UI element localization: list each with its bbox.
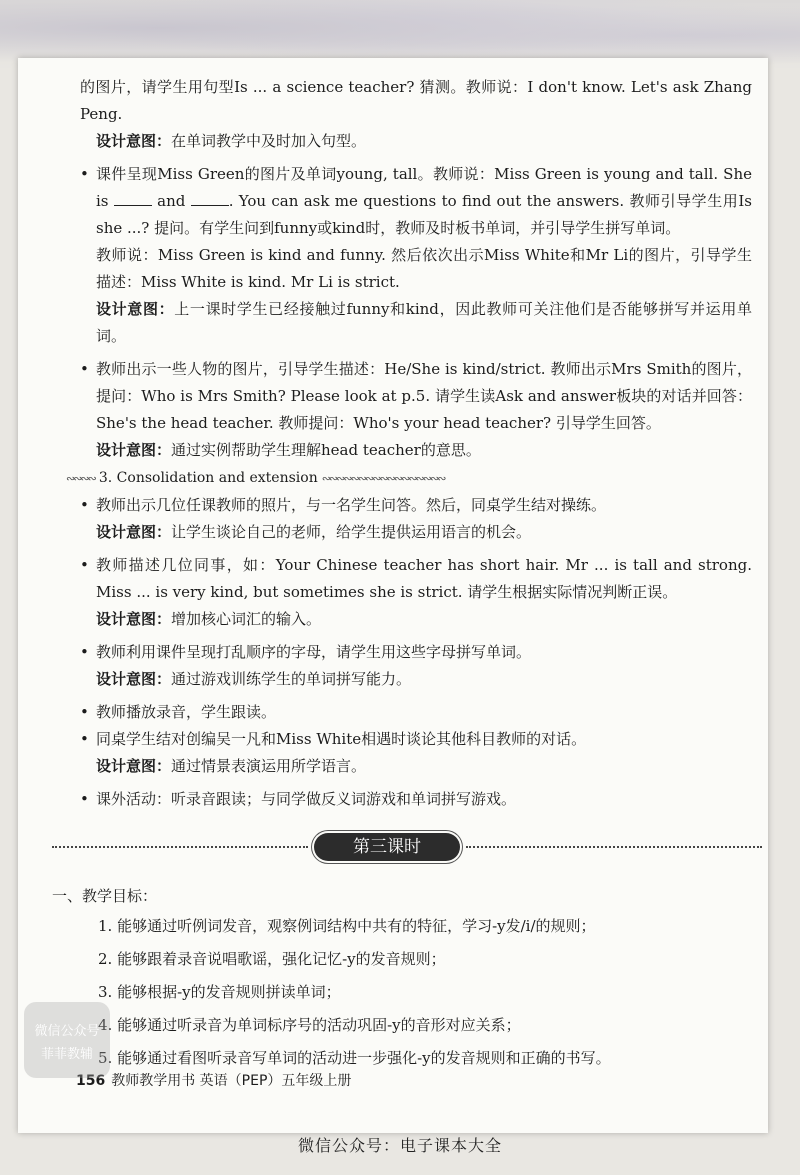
bullet-item xyxy=(80,492,752,519)
blank-line xyxy=(114,193,152,206)
bullet-text-b: and xyxy=(157,192,186,210)
bullet-dot-icon: • xyxy=(80,643,89,661)
bullet-text: 教师播放录音，学生跟读。 xyxy=(96,703,277,721)
design-text: 增加核心词汇的输入。 xyxy=(171,610,322,628)
design-label: 设计意图： xyxy=(96,610,172,628)
bullet-text: 课外活动：听录音跟读；与同学做反义词游戏和单词拼写游戏。 xyxy=(96,790,517,808)
lesson-divider xyxy=(52,831,762,863)
wave-decoration-icon: ∾∾∾∾ xyxy=(66,471,95,485)
section-heading xyxy=(66,470,752,486)
bullet-text: 教师出示几位任课教师的照片，与一名学生问答。然后，同桌学生结对操练。 xyxy=(96,496,607,514)
design-text: 在单词教学中及时加入句型。 xyxy=(171,132,367,150)
bottom-caption: 微信公众号：电子课本大全 xyxy=(297,1136,502,1155)
book-title: 教师教学用书 英语（PEP）五年级上册 xyxy=(111,1073,352,1089)
design-intent xyxy=(80,666,752,693)
lesson-title-badge: 第三课时 xyxy=(314,833,460,861)
design-text: 通过情景表演运用所学语言。 xyxy=(171,757,367,775)
goals-heading: 一、教学目标： xyxy=(52,887,158,905)
goal-item: 3. 能够根据-y的发音规则拼读单词； xyxy=(98,983,341,1001)
bullet-dot-icon: • xyxy=(80,790,89,808)
bullet-text: 教师出示一些人物的图片，引导学生描述：He/She is kind/strict. 教师出示Mrs Smith的图片，提问：Who is Mrs Smith? Please look at p.5. 请学生读Ask and answer板块的对话并回答：She's the head teacher. 教师提问：Who's your head teacher? 引导学生回答。 xyxy=(96,360,752,432)
bullet-item xyxy=(80,161,752,242)
bullet-item xyxy=(80,639,752,666)
design-label: 设计意图： xyxy=(96,757,172,775)
bullet-dot-icon: • xyxy=(80,730,89,748)
bullet-item xyxy=(80,356,752,437)
design-intent xyxy=(80,753,752,780)
bullet-text-c: . You can ask me questions to find out the answers. 教师引导学生用Is she ...? 提问。有学生问到funny或kind时，教师及时板书单词，并引导学生拼写单词。 xyxy=(96,192,752,237)
goal-item: 4. 能够通过听录音为单词标序号的活动巩固-y的音形对应关系； xyxy=(98,1016,521,1034)
bullet-item xyxy=(80,699,752,726)
bullet-text: 同桌学生结对创编吴一凡和Miss White相遇时谈论其他科目教师的对话。 xyxy=(96,730,587,748)
design-intent xyxy=(80,437,752,464)
page-number: 156 xyxy=(76,1073,106,1089)
design-label: 设计意图： xyxy=(96,132,172,150)
design-label: 设计意图： xyxy=(96,441,172,459)
page-footer xyxy=(76,1070,351,1090)
design-intent xyxy=(80,606,752,633)
goal-item: 5. 能够通过看图听录音写单词的活动进一步强化-y的发音规则和正确的书写。 xyxy=(98,1049,611,1067)
design-text: 通过游戏训练学生的单词拼写能力。 xyxy=(171,670,412,688)
bullet-text: 教师描述几位同事，如：Your Chinese teacher has short hair. Mr ... is tall and strong. Miss ... is very kind, but sometimes she is strict. 请学生根据实际情况判断正误。 xyxy=(96,556,752,601)
design-text: 上一课时学生已经接触过funny和kind，因此教师可关注他们是否能够拼写并运用单词。 xyxy=(96,300,752,345)
bullet-item xyxy=(80,552,752,606)
dotted-rule xyxy=(52,846,308,848)
goal-item: 2. 能够跟着录音说唱歌谣，强化记忆-y的发音规则； xyxy=(98,950,446,968)
bullet-dot-icon: • xyxy=(80,165,89,183)
bullet-dot-icon: • xyxy=(80,360,89,378)
watermark-logo xyxy=(24,1002,110,1078)
bullet-dot-icon: • xyxy=(80,496,89,514)
watermark-line-1: 微信公众号 xyxy=(34,1024,100,1039)
book-page xyxy=(18,58,768,1133)
design-intent xyxy=(80,296,752,350)
bullet-text-a: 课件呈现Miss Green的图片及单词young, tall。教师说：Miss Green is young and tall. She is xyxy=(96,165,752,210)
section-heading-text: 3. Consolidation and extension xyxy=(98,470,318,486)
design-text: 让学生谈论自己的老师，给学生提供运用语言的机会。 xyxy=(171,523,532,541)
design-label: 设计意图： xyxy=(96,670,172,688)
bullet-item xyxy=(80,786,752,813)
indented-paragraph: 教师说：Miss Green is kind and funny. 然后依次出示Miss White和Mr Li的图片，引导学生描述：Miss White is kind. Mr Li is strict. xyxy=(96,246,752,291)
bullet-dot-icon: • xyxy=(80,556,89,574)
paragraph-intro: 的图片，请学生用句型Is ... a science teacher? 猜测。教师说：I don't know. Let's ask Zhang Peng. xyxy=(80,78,752,123)
wave-decoration-icon: ∾∾∾∾∾∾∾∾∾∾∾∾∾∾∾∾∾ xyxy=(321,471,445,485)
design-text: 通过实例帮助学生理解head teacher的意思。 xyxy=(171,441,481,459)
design-label: 设计意图： xyxy=(96,300,175,318)
bullet-item xyxy=(80,726,752,753)
design-intent xyxy=(80,128,752,155)
blank-line xyxy=(191,193,229,206)
goal-item: 1. 能够通过听例词发音，观察例词结构中共有的特征，学习-y发/i/的规则； xyxy=(98,917,596,935)
design-intent xyxy=(80,519,752,546)
bullet-text: 教师利用课件呈现打乱顺序的字母，请学生用这些字母拼写单词。 xyxy=(96,643,532,661)
bullet-dot-icon: • xyxy=(80,703,89,721)
dotted-rule xyxy=(466,846,762,848)
design-label: 设计意图： xyxy=(96,523,172,541)
watermark-line-2: 菲菲教辅 xyxy=(40,1047,93,1062)
